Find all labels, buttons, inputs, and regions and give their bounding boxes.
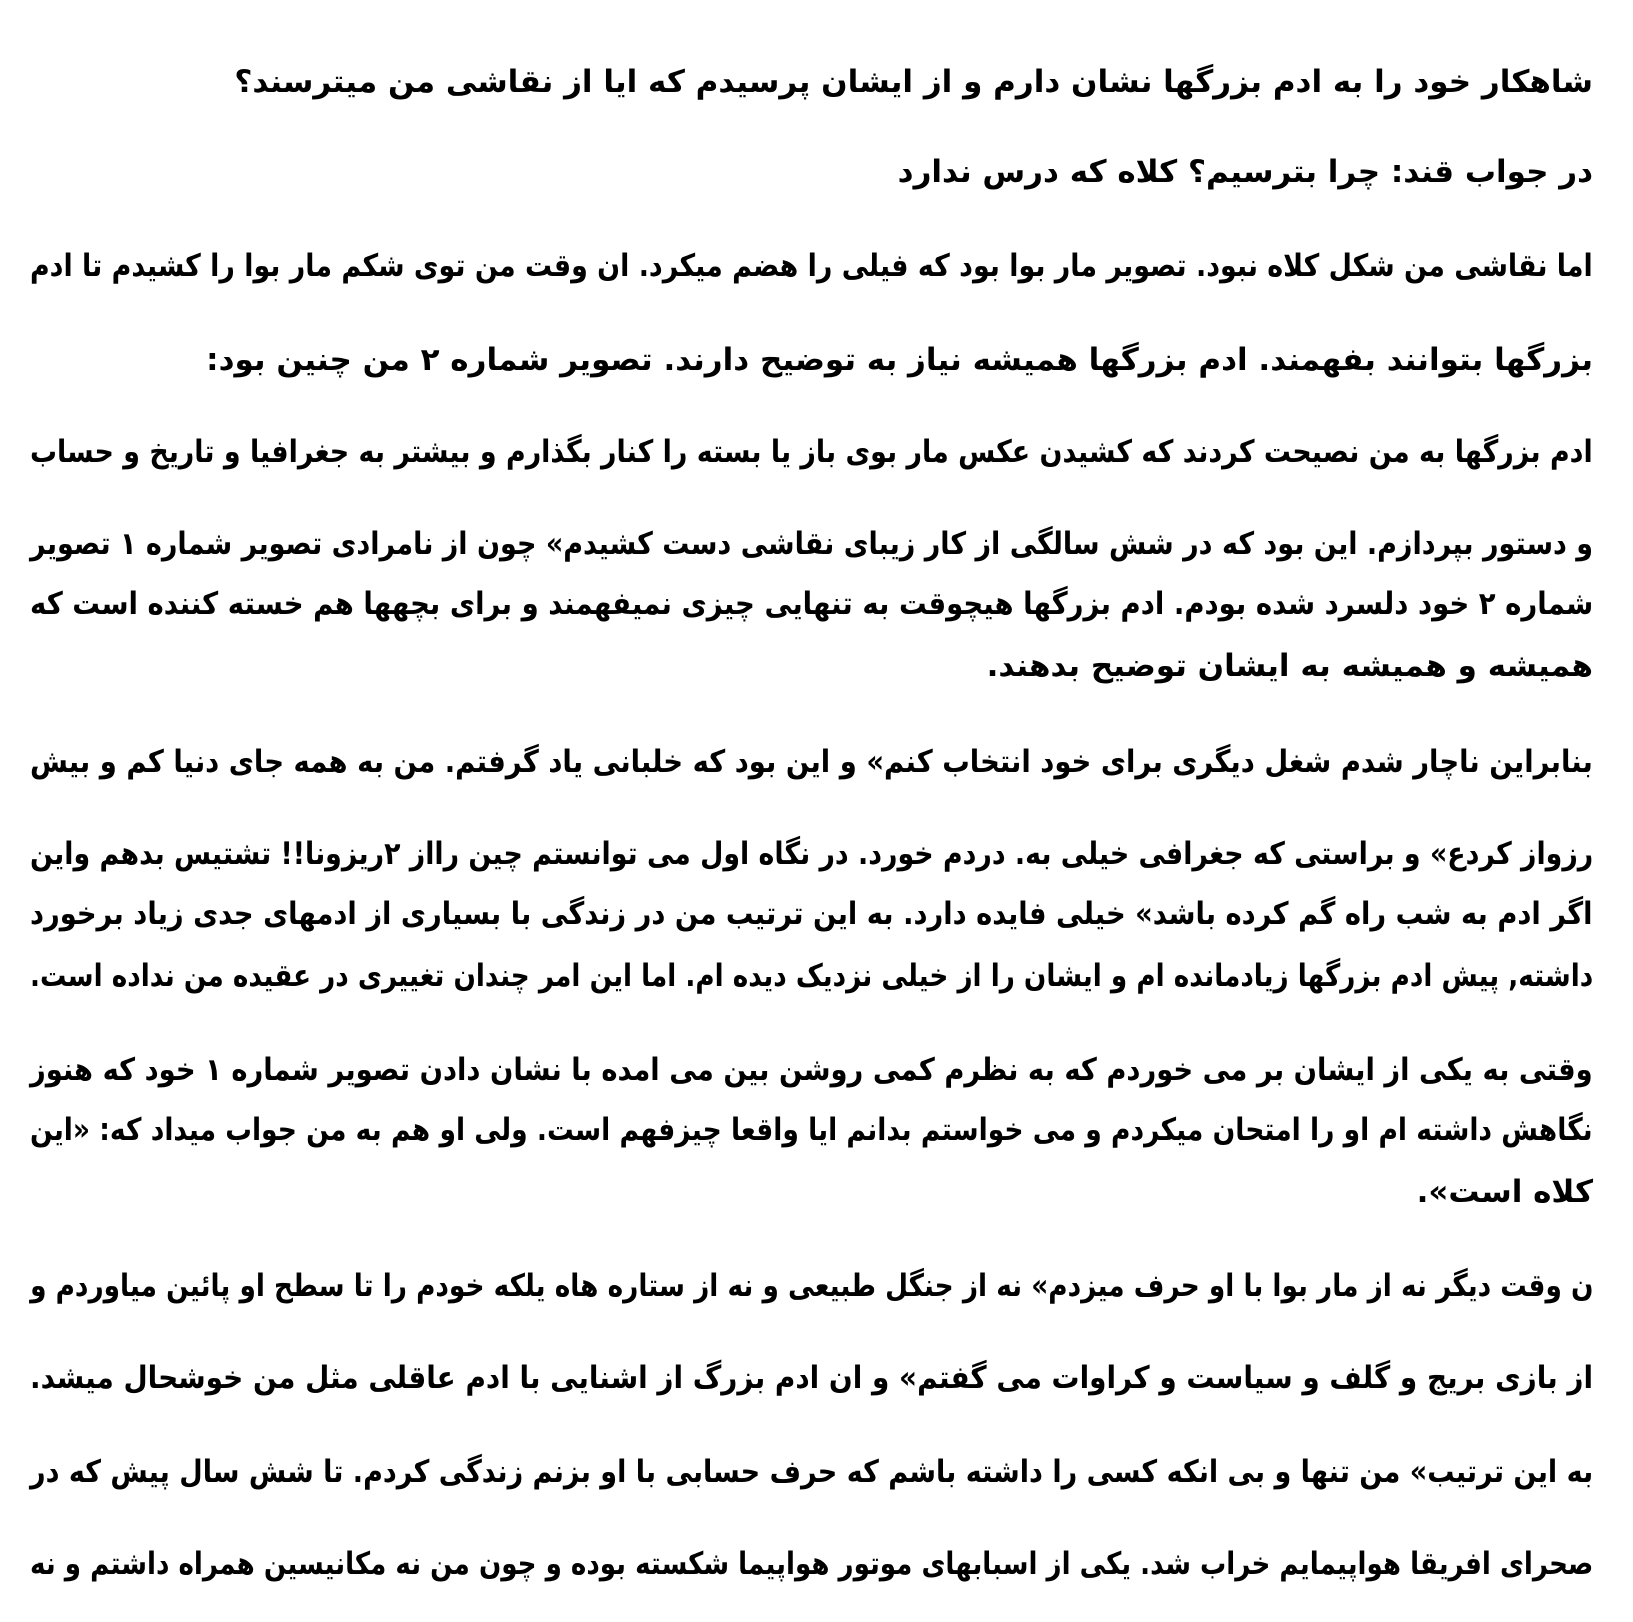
text-line-7: شماره ۲ خود دلسرد شده بودم. ادم بزرگها هیچوقت به تنهایی چیزی نمیفهمند و برای بچهها هم خسته کننده است که bbox=[29, 586, 1593, 622]
text-line-12: داشته, پیش ادم بزرگها زیادمانده ام و ایشان را از خیلی نزدیک دیده ام. اما این امر چندان تغییری در عقیده من نداده است. bbox=[29, 958, 1593, 994]
text-line-8: همیشه و همیشه به ایشان توضیح بدهند. bbox=[986, 648, 1593, 684]
text-line-6: و دستور بپردازم. این بود که در شش سالگی از کار زیبای نقاشی دست کشیدم» چون از نامرادی تصویر شماره ۱ تصویر bbox=[29, 526, 1594, 562]
text-line-9: بنابراین ناچار شدم شغل دیگری برای خود انتخاب کنم» و این بود که خلبانی یاد گرفتم. من به همه جای دنیا کم و بیش bbox=[30, 744, 1593, 780]
text-line-10: رزواز کردع» و براستی که جغرافی خیلی به. دردم خورد. در نگاه اول می توانستم چین رااز ۲ریزونا!! تشتیس بدهم واین bbox=[29, 836, 1593, 872]
text-line-17: از بازی بریج و گلف و سیاست و کراوات می گفتم» و ان ادم بزرگ از اشنایی با ادم عاقلی مثل من خوشحال میشد. bbox=[30, 1360, 1593, 1396]
text-line-15: کلاه است». bbox=[1416, 1174, 1593, 1210]
text-line-16: ن وقت دیگر نه از مار بوا با او حرف میزدم» نه از جنگل طبیعی و نه از ستاره هاه یلکه خودم را تا سطح او پائین میاوردم و bbox=[29, 1268, 1593, 1304]
text-line-5: ادم بزرگها به من نصیحت کردند که کشیدن عکس مار بوی باز یا بسته را کنار بگذارم و بیشتر به جغرافیا و تاریخ و حساب bbox=[30, 434, 1593, 470]
text-line-13: وقتی به یکی از ایشان بر می خوردم که به نظرم کمی روشن بین می امده با نشان دادن تصویر شماره ۱ خود که هنوز bbox=[30, 1052, 1594, 1088]
text-line-19: صحرای افریقا هواپیمایم خراب شد. یکی از اسبابهای موتور هواپیما شکسته بوده و چون من نه مکانیسین همراه داشتم و نه bbox=[29, 1546, 1593, 1582]
text-line-1: شاهکار خود را به ادم بزرگها نشان دارم و از ایشان پرسیدم که ایا از نقاشی من میترسند؟ bbox=[234, 64, 1593, 100]
text-line-11: اگر ادم به شب راه گم کرده باشد» خیلی فایده دارد. به این ترتیب من در زندگی با بسیاری از ادمهای جدی زیاد برخورد bbox=[30, 896, 1593, 932]
text-line-3: اما نقاشی من شکل کلاه نبود. تصویر مار بوا بود که فیلی را هضم میکرد. ان وقت من توی شکم مار بوا را کشیدم تا ادم bbox=[30, 248, 1593, 284]
text-line-14: نگاهش داشته ام او را امتحان میکردم و می خواستم بدانم ایا واقعا چیزفهم است. ولی او هم به من جواب میداد که: «این bbox=[30, 1112, 1593, 1148]
text-line-18: به این ترتیب» من تنها و بی انکه کسی را داشته باشم که حرف حسابی با او بزنم زندگی کردم. تا شش سال پیش که در bbox=[29, 1454, 1593, 1490]
text-line-4: بزرگها بتوانند بفهمند. ادم بزرگها همیشه نیاز به توضیح دارند. تصویر شماره ۲ من چنین بود: bbox=[206, 342, 1593, 378]
text-line-2: در جواب قند: چرا بترسیم؟ کلاه که درس ندارد bbox=[897, 154, 1593, 190]
